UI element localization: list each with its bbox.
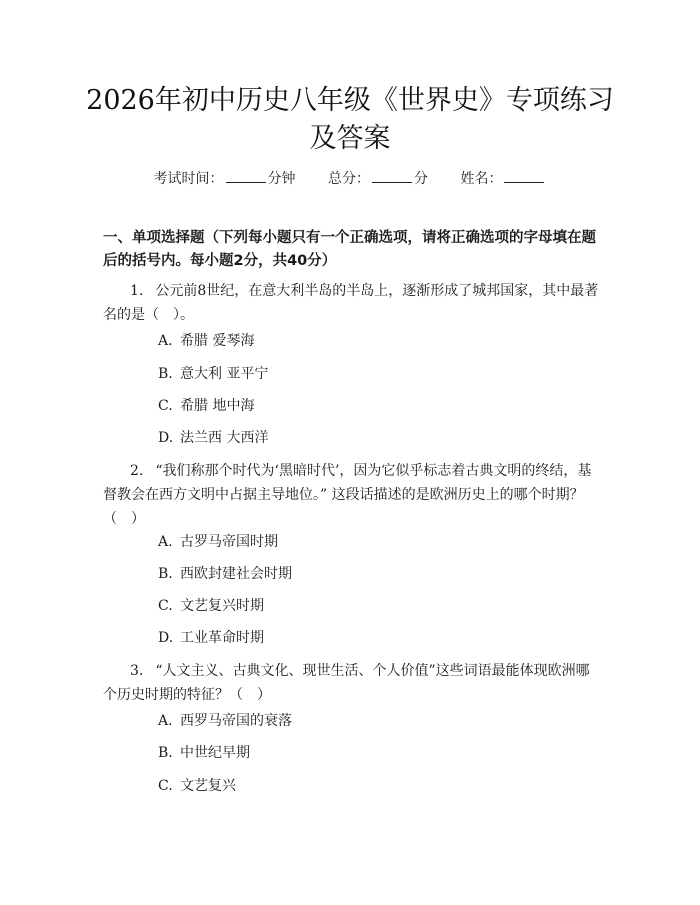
option-3-b[interactable] <box>158 743 250 763</box>
option-text: 希腊 地中海 <box>180 398 255 414</box>
score-label: 总分： <box>328 171 370 187</box>
question-2 <box>103 459 600 531</box>
page-title-line-2: 及答案 <box>309 123 391 154</box>
student-name <box>460 171 546 187</box>
question-text: “我们称那个时代为‘黑暗时代’，因为它似乎标志着古典文明的终结，基督教会在西方文明中占据主导地位。” 这段话描述的是欧洲历史上的哪个时期？（ ） <box>103 463 592 527</box>
page-title-line-1: 2026年初中历史八年级《世界史》专项练习 <box>86 85 614 116</box>
option-text: 法兰西 大西洋 <box>180 430 269 446</box>
option-text: 工业革命时期 <box>180 630 264 646</box>
name-blank[interactable] <box>504 168 544 183</box>
option-1-b[interactable] <box>158 364 268 384</box>
option-1-a[interactable] <box>158 331 254 351</box>
question-text: 公元前8世纪，在意大利半岛的半岛上，逐渐形成了城邦国家，其中最著名的是（ ）。 <box>103 283 599 323</box>
option-1-d[interactable] <box>158 428 268 448</box>
option-text: 中世纪早期 <box>180 745 250 761</box>
option-letter: A. <box>158 713 173 729</box>
option-text: 文艺复兴 <box>180 778 236 794</box>
option-text: 希腊 爱琴海 <box>180 333 255 349</box>
option-1-c[interactable] <box>158 396 254 416</box>
option-letter: A. <box>158 534 173 550</box>
option-text: 文艺复兴时期 <box>180 598 264 614</box>
time-unit: 分钟 <box>267 171 296 187</box>
time-blank[interactable] <box>226 168 266 183</box>
section-heading: 一、单项选择题（下列每小题只有一个正确选项，请将正确选项的字母填在题后的括号内。每小题2分，共40分） <box>103 230 596 269</box>
question-number: 3. <box>130 663 144 679</box>
option-letter: A. <box>158 333 173 349</box>
option-3-a[interactable] <box>158 711 292 731</box>
option-text: 西欧封建社会时期 <box>180 566 292 582</box>
question-1 <box>103 279 600 327</box>
option-letter: B. <box>158 566 173 582</box>
score-blank[interactable] <box>372 168 412 183</box>
option-letter: D. <box>158 630 174 646</box>
exam-time <box>154 171 300 187</box>
time-label: 考试时间： <box>153 171 224 187</box>
option-letter: B. <box>158 745 173 761</box>
option-text: 西罗马帝国的衰落 <box>180 713 292 729</box>
option-text: 意大利 亚平宁 <box>180 366 269 382</box>
option-letter: C. <box>158 778 173 794</box>
option-2-d[interactable] <box>158 628 264 648</box>
total-score <box>328 171 432 187</box>
question-number: 1. <box>130 283 144 299</box>
option-2-b[interactable] <box>158 564 292 584</box>
option-letter: C. <box>158 398 173 414</box>
exam-meta <box>0 168 700 189</box>
question-text: “人文主义、古典文化、现世生活、个人价值”这些词语最能体现欧洲哪个历史时期的特征？（ ） <box>103 663 590 703</box>
option-text: 古罗马帝国时期 <box>180 534 278 550</box>
question-number: 2. <box>130 463 144 479</box>
option-letter: B. <box>158 366 173 382</box>
question-3 <box>103 659 600 707</box>
option-2-c[interactable] <box>158 596 264 616</box>
option-2-a[interactable] <box>158 532 278 552</box>
option-letter: D. <box>158 430 174 446</box>
score-unit: 分 <box>414 171 428 187</box>
option-3-c[interactable] <box>158 776 236 796</box>
option-letter: C. <box>158 598 173 614</box>
name-label: 姓名： <box>460 171 503 187</box>
